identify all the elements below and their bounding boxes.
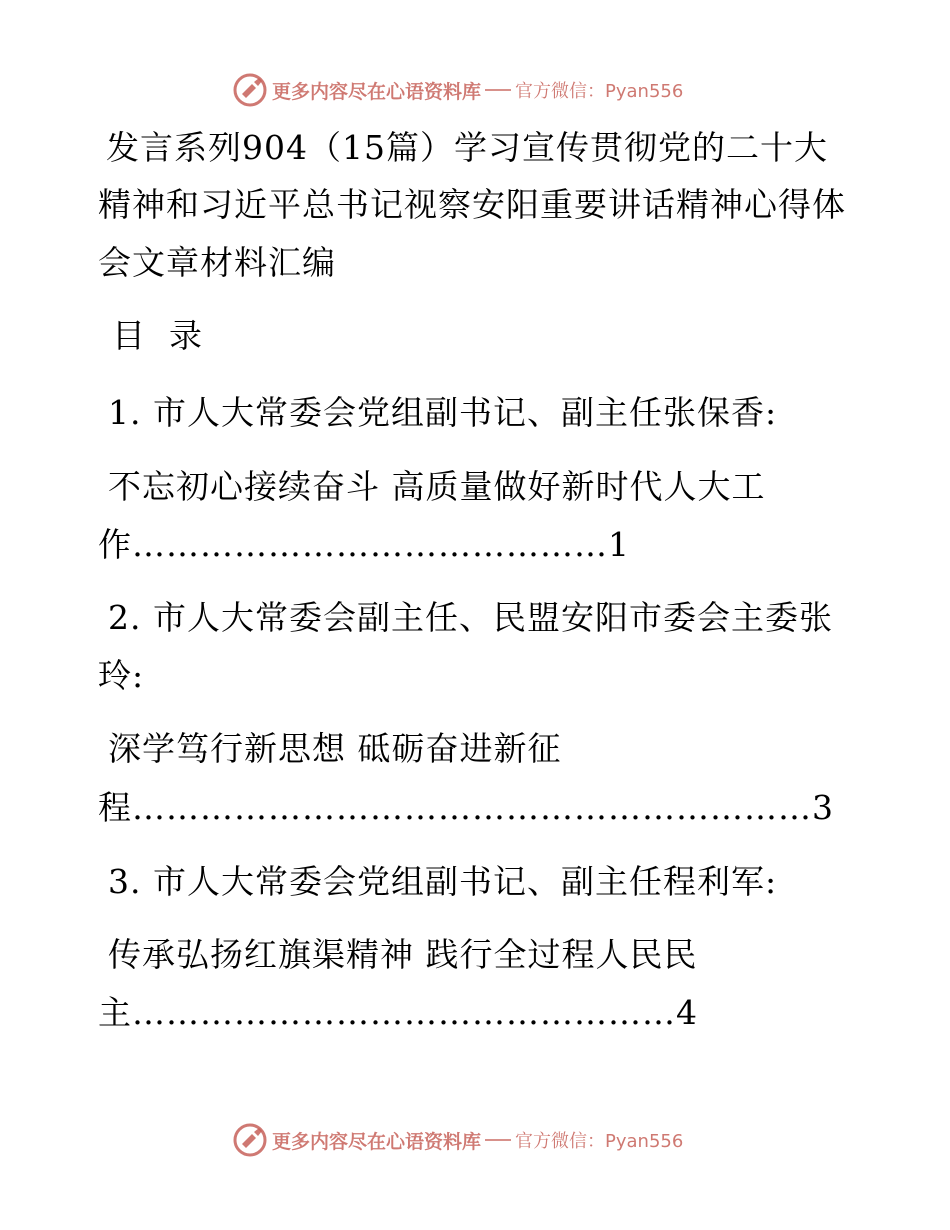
toc-heading: 目 录 <box>112 316 203 355</box>
watermark-text: 更多内容尽在心语资料库 <box>272 1130 482 1153</box>
toc-entry-3-speaker: 3. 市人大常委会党组副书记、副主任程利军: <box>108 862 778 901</box>
watermark-wechat: 官方微信：Pyan556 <box>515 1131 684 1152</box>
logo-icon <box>232 72 268 108</box>
toc-entry-1-title: 不忘初心接续奋斗 高质量做好新时代人大工 <box>108 467 766 506</box>
toc-entry-2-speaker: 2. 市人大常委会副主任、民盟安阳市委会主委张 <box>108 598 833 637</box>
toc-entry-1-page: 作……………………………………1 <box>98 525 630 564</box>
toc-entry-1-speaker: 1. 市人大常委会党组副书记、副主任张保香: <box>108 393 778 432</box>
document-title-line-3: 会文章材料汇编 <box>98 243 336 282</box>
document-title-line-2: 精神和习近平总书记视察安阳重要讲话精神心得体 <box>98 185 846 224</box>
toc-entry-3-title: 传承弘扬红旗渠精神 践行全过程人民民 <box>108 935 698 974</box>
footer-watermark <box>232 1120 683 1160</box>
header-watermark <box>232 70 683 110</box>
toc-entry-2-page: 程……………………………………………………3 <box>98 788 834 827</box>
watermark-text: 更多内容尽在心语资料库 <box>272 80 482 103</box>
toc-entry-2-title: 深学笃行新思想 砥砺奋进新征 <box>108 729 562 768</box>
document-title-line-1: 发言系列904（15篇）学习宣传贯彻党的二十大 <box>106 128 828 167</box>
toc-entry-2-speaker-cont: 玲: <box>98 656 145 695</box>
toc-entry-3-page: 主…………………………………………4 <box>98 993 698 1032</box>
watermark-dash <box>485 89 511 91</box>
logo-icon <box>232 1122 268 1158</box>
watermark-dash <box>485 1139 511 1141</box>
watermark-wechat: 官方微信：Pyan556 <box>515 81 684 102</box>
